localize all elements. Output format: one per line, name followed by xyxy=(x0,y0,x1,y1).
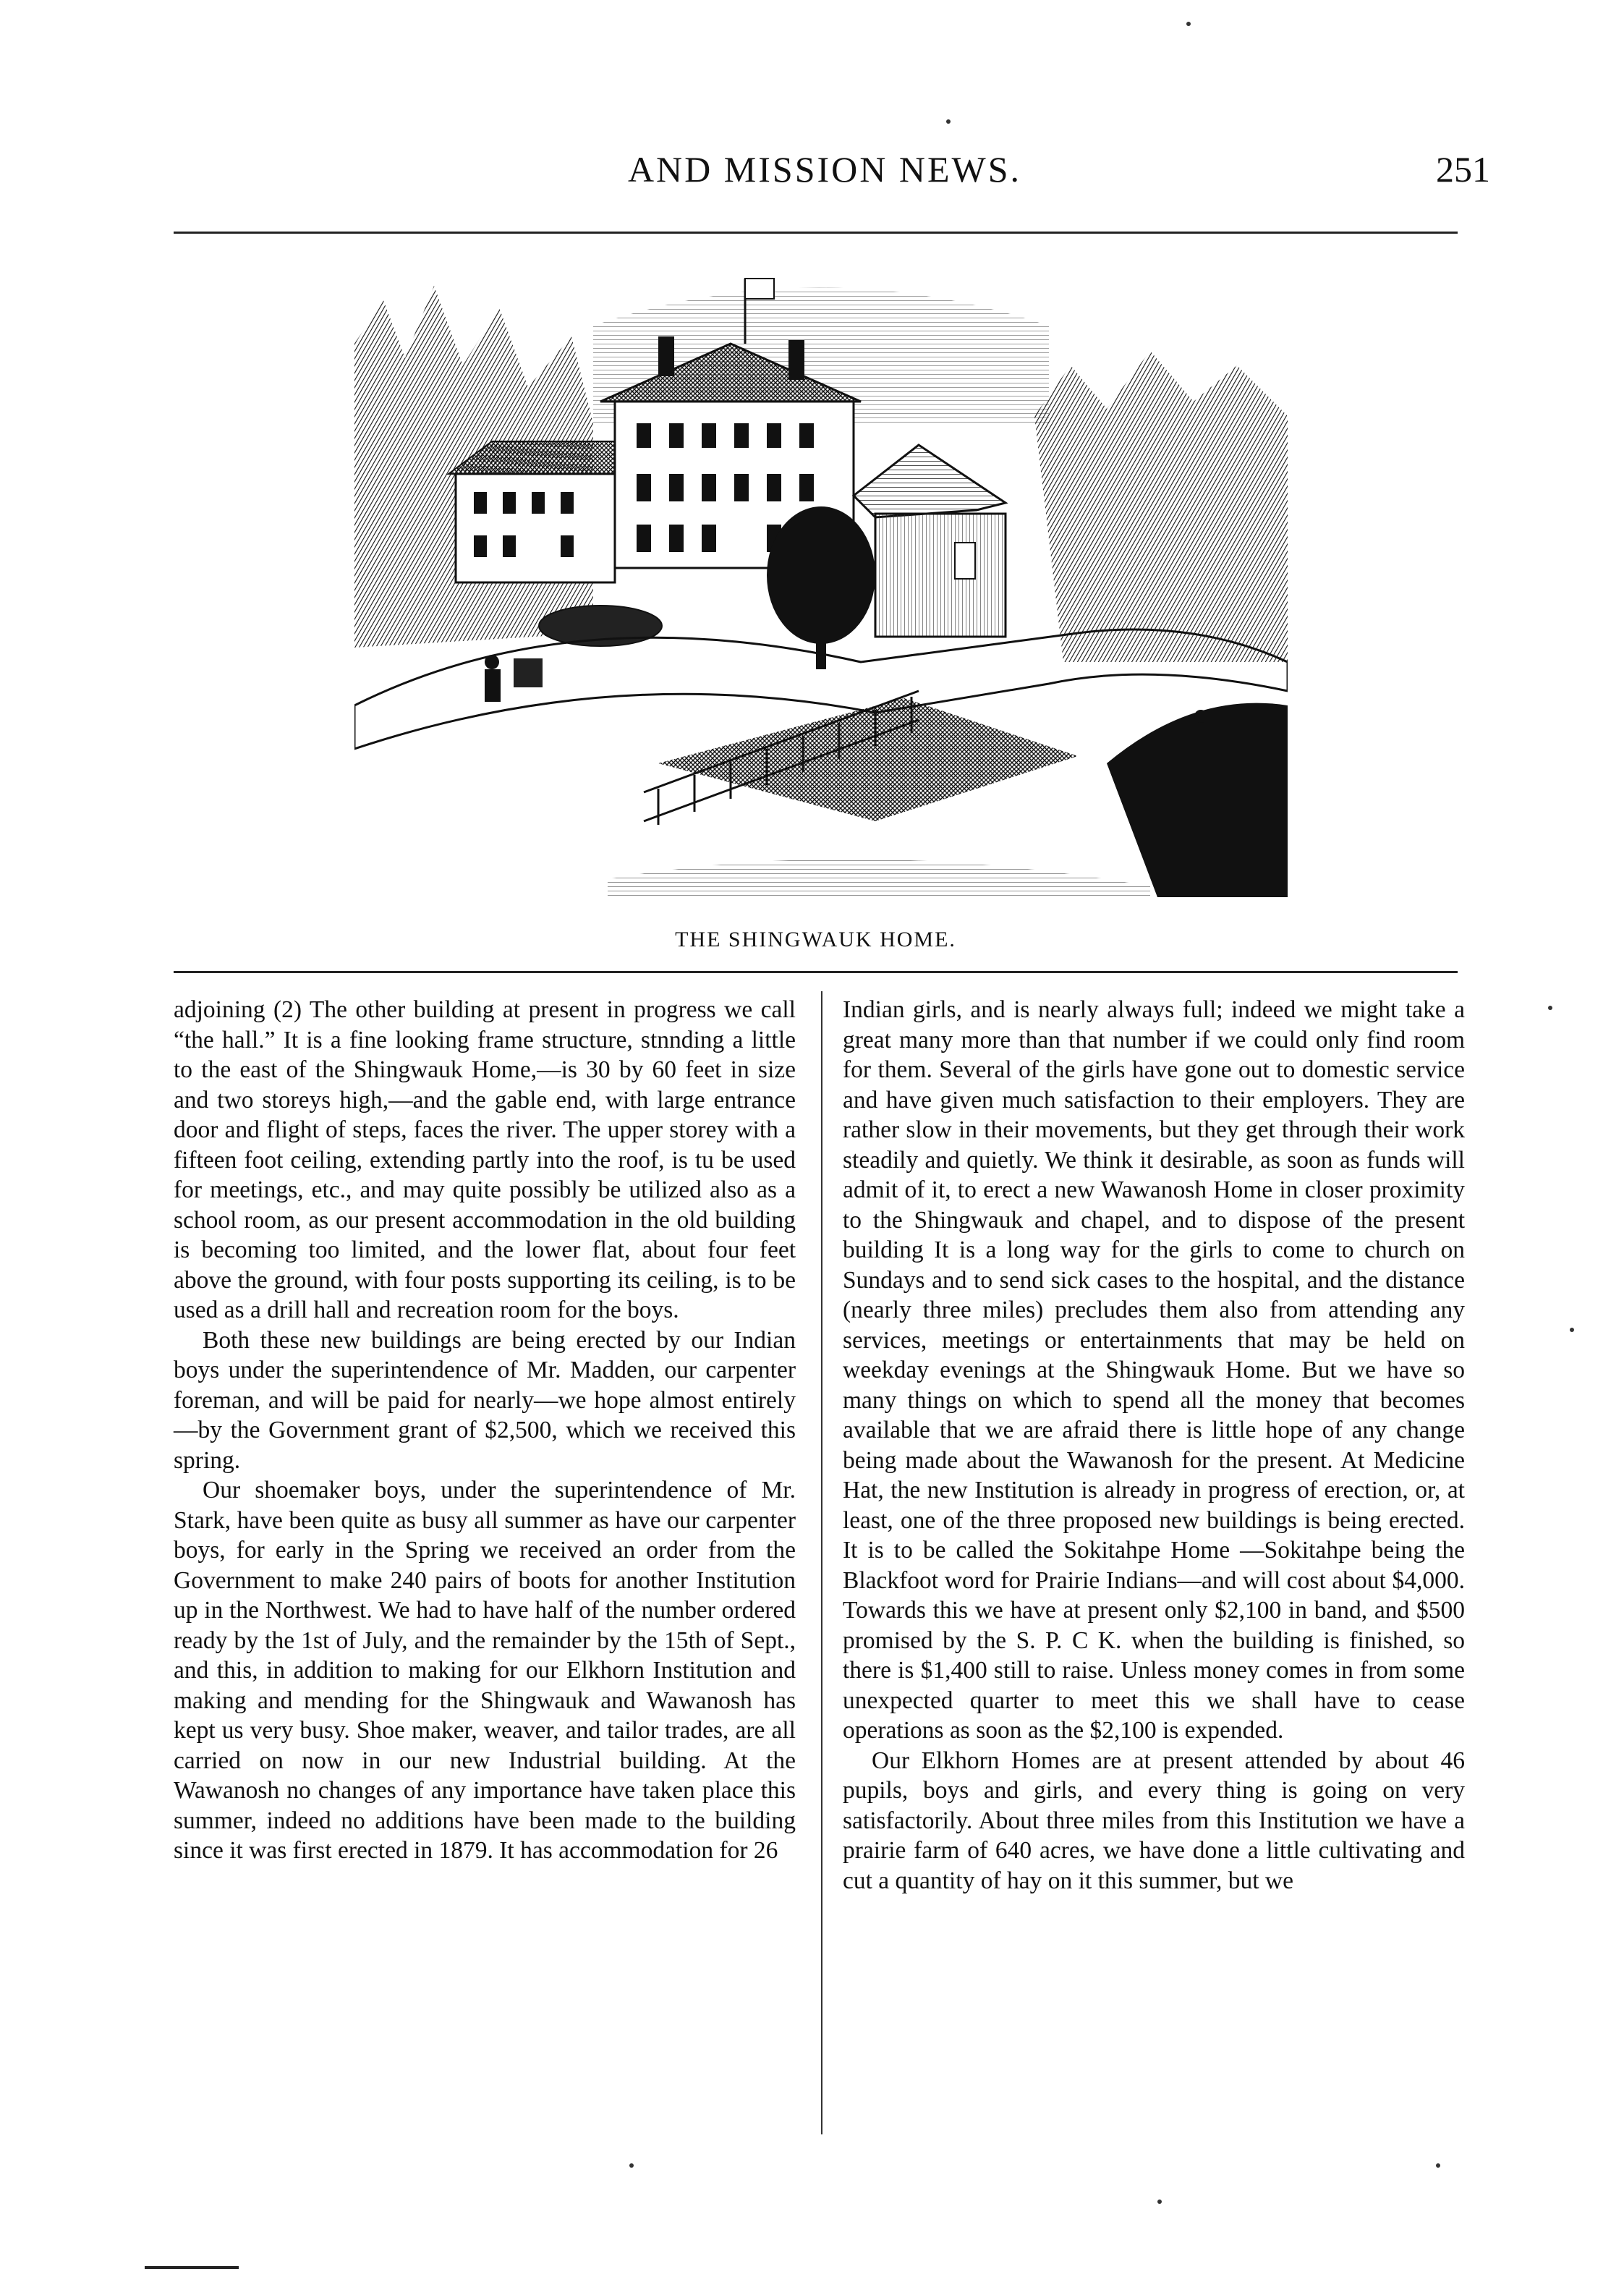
scan-speck xyxy=(1570,1328,1574,1332)
scan-speck xyxy=(1436,2163,1440,2168)
illustration-caption: THE SHINGWAUK HOME. xyxy=(675,928,956,951)
page-number: 251 xyxy=(1436,149,1490,190)
text-column-right xyxy=(843,995,1465,1896)
page-edge-mark xyxy=(145,2266,239,2269)
caption-rule xyxy=(174,971,1458,973)
header-rule xyxy=(174,232,1458,234)
running-head xyxy=(174,148,1490,199)
paragraph: Our Elkhorn Homes are at present attended by about 46 pupils, boys and girls, and every thing is going on very satisfactorily. About three miles from this Institution we have a prairie farm of 640 acres, we have done a little cultivating and cut a quantity of hay on it this summer, but we xyxy=(843,1747,1465,1894)
running-title: AND MISSION NEWS. xyxy=(627,149,1022,190)
paragraph: Indian girls, and is nearly always full; indeed we might take a great many more than that number if we could only find room for them. Several of the girls have gone out to domestic service and have given much satisfaction to their employers. They are rather slow in their movements, but they get through their work steadily and quietly. We think it desirable, as soon as funds will admit of it, to erect a new Wawanosh Home in closer proximity to the Shingwauk and chapel, and to dispose of the present building It is a long way for the girls to come to church on Sundays and to send sick cases to the hospital, and the distance (nearly three miles) precludes them also from attending any services, meetings or entertainments that may be held on weekday evenings at the Shingwauk Home. But we have so many things on which to spend all the money that becomes available that we are afraid there is little hope of any change being made about the Wawanosh for the present. At Medicine Hat, the new Institution is already in progress of erection, or, at least, one of the three proposed new buildings is being erected. It is to be called the Sokitahpe Home —Sokitahpe being the Blackfoot word for Prairie Indians—and will cost about $4,000. Towards this we have at present only $2,100 in band, and $500 promised by the S. P. C K. when the building is finished, so there is $1,400 still to raise. Unless money comes in from some unexpected quarter to meet this we shall have to cease operations as soon as the $2,100 is expended. xyxy=(843,996,1465,1744)
column-divider xyxy=(821,991,822,2134)
scan-speck xyxy=(1186,22,1191,26)
paragraph: adjoining (2) The other building at present in progress we call “the hall.” It is a fine looking frame structure, stnnding a little to the east of the Shingwauk Home,—is 30 by 60 feet in size and two storeys high,—and the gable end, with large entrance door and flight of steps, faces the river. The upper storey with a fifteen foot ceiling, extending partly into the roof, is tu be used for meetings, etc., and may quite possibly be utilized also as a school room, as our present accommodation in the old building is becoming too limited, and the lower flat, about four feet above the ground, with four posts supporting its ceiling, is to be used as a drill hall and recreation room for the boys. xyxy=(174,996,796,1323)
scan-speck xyxy=(1548,1006,1552,1010)
engraving-illustration xyxy=(354,257,1288,897)
scan-speck xyxy=(629,2163,634,2168)
shingwauk-home-engraving xyxy=(354,257,1288,897)
text-column-left xyxy=(174,995,796,1866)
paragraph: Both these new buildings are being erected by our Indian boys under the superintendence of Mr. Madden, our carpenter foreman, and will be paid for nearly—we hope almost entirely—by the Government grant of $2,500, which we received this spring. xyxy=(174,1326,796,1474)
scan-speck xyxy=(946,119,951,124)
paragraph: Our shoemaker boys, under the superintendence of Mr. Stark, have been quite as busy all summer as have our carpenter boys, for early in the Spring we received an order from the Government to make 240 pairs of boots for another Institution up in the Northwest. We had to have half of the number ordered ready by the 1st of July, and the remainder by the 15th of Sept., and this, in addition to making for our Elkhorn Institution and making and mending for the Shingwauk and Wawanosh has kept us very busy. Shoe maker, weaver, and tailor trades, are all carried on now in our new Industrial building. At the Wawanosh no changes of any importance have taken place this summer, indeed no additions have been made to the building since it was first erected in 1879. It has accommodation for 26 xyxy=(174,1477,796,1864)
scan-speck xyxy=(1157,2200,1162,2204)
